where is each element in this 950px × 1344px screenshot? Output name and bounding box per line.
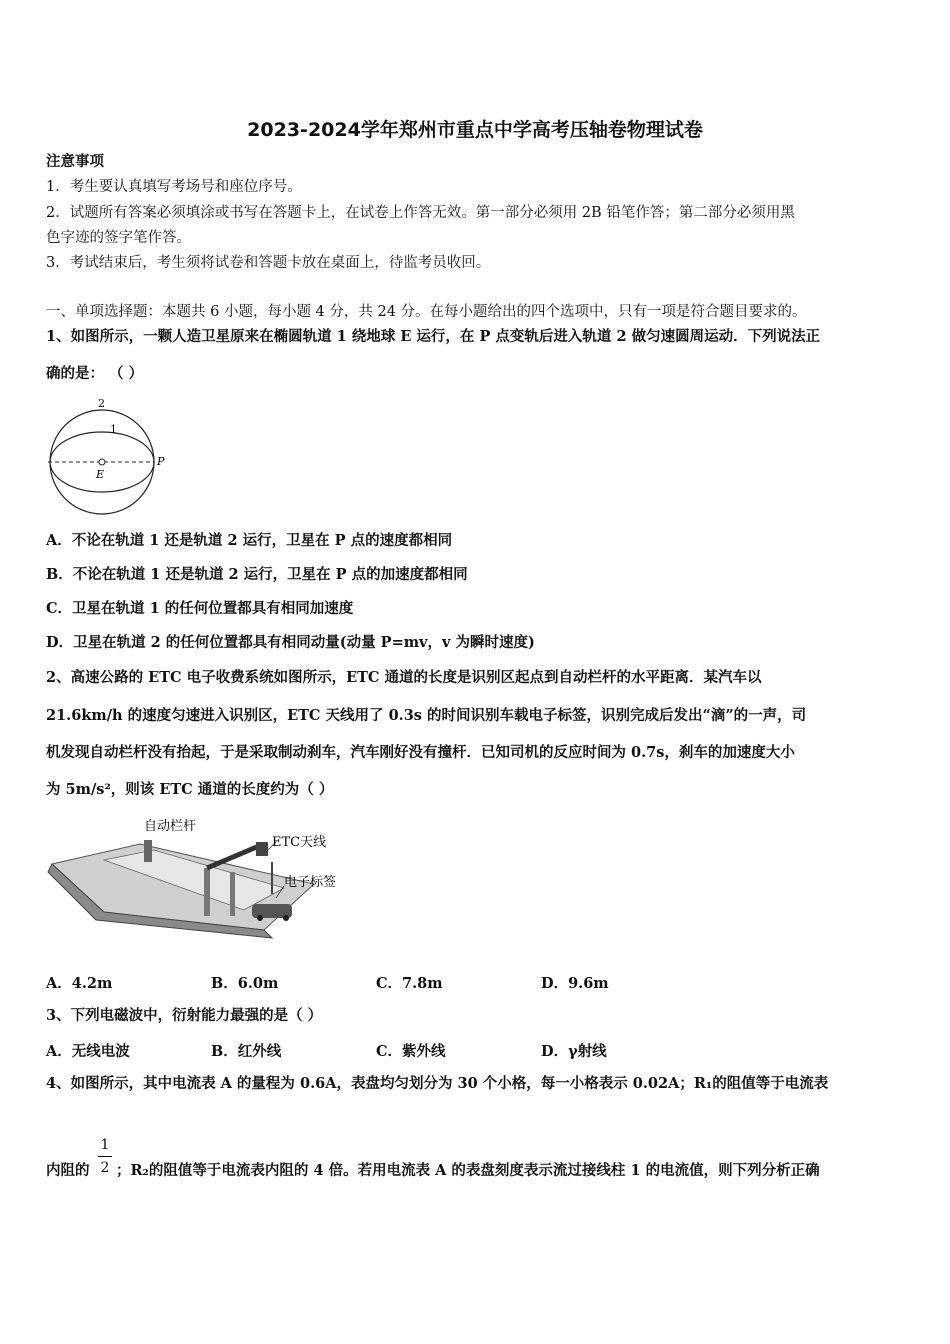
notice-item: 3．考试结束后，考生须将试卷和答题卡放在桌面上，待监考员收回。 <box>46 255 491 271</box>
fraction-one-half <box>98 1136 112 1177</box>
fraction-numerator: 1 <box>100 1137 110 1153</box>
q1-stem: 确的是： （ ） <box>46 365 144 382</box>
notice-item: 色字迹的签字笔作答。 <box>46 230 191 246</box>
q1-option-b: B．不论在轨道 1 还是轨道 2 运行，卫星在 P 点的加速度都相同 <box>46 566 468 583</box>
tag-label: 电子标签 <box>284 875 337 890</box>
page-title: 2023-2024学年郑州市重点中学高考压轴卷物理试卷 <box>247 119 703 141</box>
q3-option-d: D．γ射线 <box>541 1043 607 1060</box>
q2-stem: 2、高速公路的 ETC 电子收费系统如图所示，ETC 通道的长度是识别区起点到自动栏杆的水平距离．某汽车以 <box>46 669 762 686</box>
q4-stem-rest: ；R₂的阻值等于电流表内阻的 4 倍。若用电流表 A 的表盘刻度表示流过接线柱 1 的电流值，则下列分析正确 <box>116 1162 820 1179</box>
q4-stem-prefix: 内阻的 <box>46 1162 90 1179</box>
q3-option-c: C．紫外线 <box>376 1043 446 1060</box>
fraction-denominator: 2 <box>100 1160 110 1176</box>
q3-option-b: B．红外线 <box>211 1043 282 1060</box>
antenna-label: ETC天线 <box>272 835 327 850</box>
notice-heading: 注意事项 <box>46 153 104 170</box>
q3-stem: 3、下列电磁波中，衍射能力最强的是（ ） <box>46 1007 323 1024</box>
q2-option-b: B．6.0m <box>211 975 279 992</box>
gate-label: 自动栏杆 <box>144 819 197 834</box>
q2-option-d: D．9.6m <box>541 975 609 992</box>
q2-stem: 为 5m/s²，则该 ETC 通道的长度约为（ ） <box>46 781 334 798</box>
orbit-1-label: 1 <box>110 423 117 436</box>
q1-option-c: C．卫星在轨道 1 的任何位置都具有相同加速度 <box>46 600 354 617</box>
earth-label: E <box>96 468 105 481</box>
q2-stem: 机发现自动栏杆没有抬起，于是采取制动刹车，汽车刚好没有撞杆．已知司机的反应时间为 0.7s，刹车的加速度大小 <box>46 744 795 761</box>
q1-option-a: A．不论在轨道 1 还是轨道 2 运行，卫星在 P 点的速度都相同 <box>46 532 453 549</box>
q2-option-a: A．4.2m <box>46 975 113 992</box>
q1-option-d: D．卫星在轨道 2 的任何位置都具有相同动量(动量 P=mv，v 为瞬时速度) <box>46 634 535 651</box>
orbit-2-label: 2 <box>98 397 105 410</box>
notice-item: 2．试题所有答案必须填涂或书写在答题卡上，在试卷上作答无效。第一部分必须用 2B 铅笔作答；第二部分必须用黑 <box>46 205 795 221</box>
q3-option-a: A．无线电波 <box>46 1043 130 1060</box>
etc-diagram <box>44 812 354 942</box>
q1-stem: 1、如图所示，一颗人造卫星原来在椭圆轨道 1 绕地球 E 运行，在 P 点变轨后进入轨道 2 做匀速圆周运动．下列说法正 <box>46 328 821 345</box>
notice-item: 1．考生要认真填写考场号和座位序号。 <box>46 179 302 195</box>
orbit-diagram <box>44 395 184 520</box>
q4-stem: 4、如图所示，其中电流表 A 的量程为 0.6A，表盘均匀划分为 30 个小格，每一小格表示 0.02A；R₁的阻值等于电流表 <box>46 1075 829 1092</box>
point-p-label: P <box>157 455 165 468</box>
q2-option-c: C．7.8m <box>376 975 443 992</box>
q2-stem: 21.6km/h 的速度匀速进入识别区，ETC 天线用了 0.3s 的时间识别车载电子标签，识别完成后发出“滴”的一声，司 <box>46 707 807 724</box>
section-heading: 一、单项选择题：本题共 6 小题，每小题 4 分，共 24 分。在每小题给出的四个选项中，只有一项是符合题目要求的。 <box>46 304 807 320</box>
